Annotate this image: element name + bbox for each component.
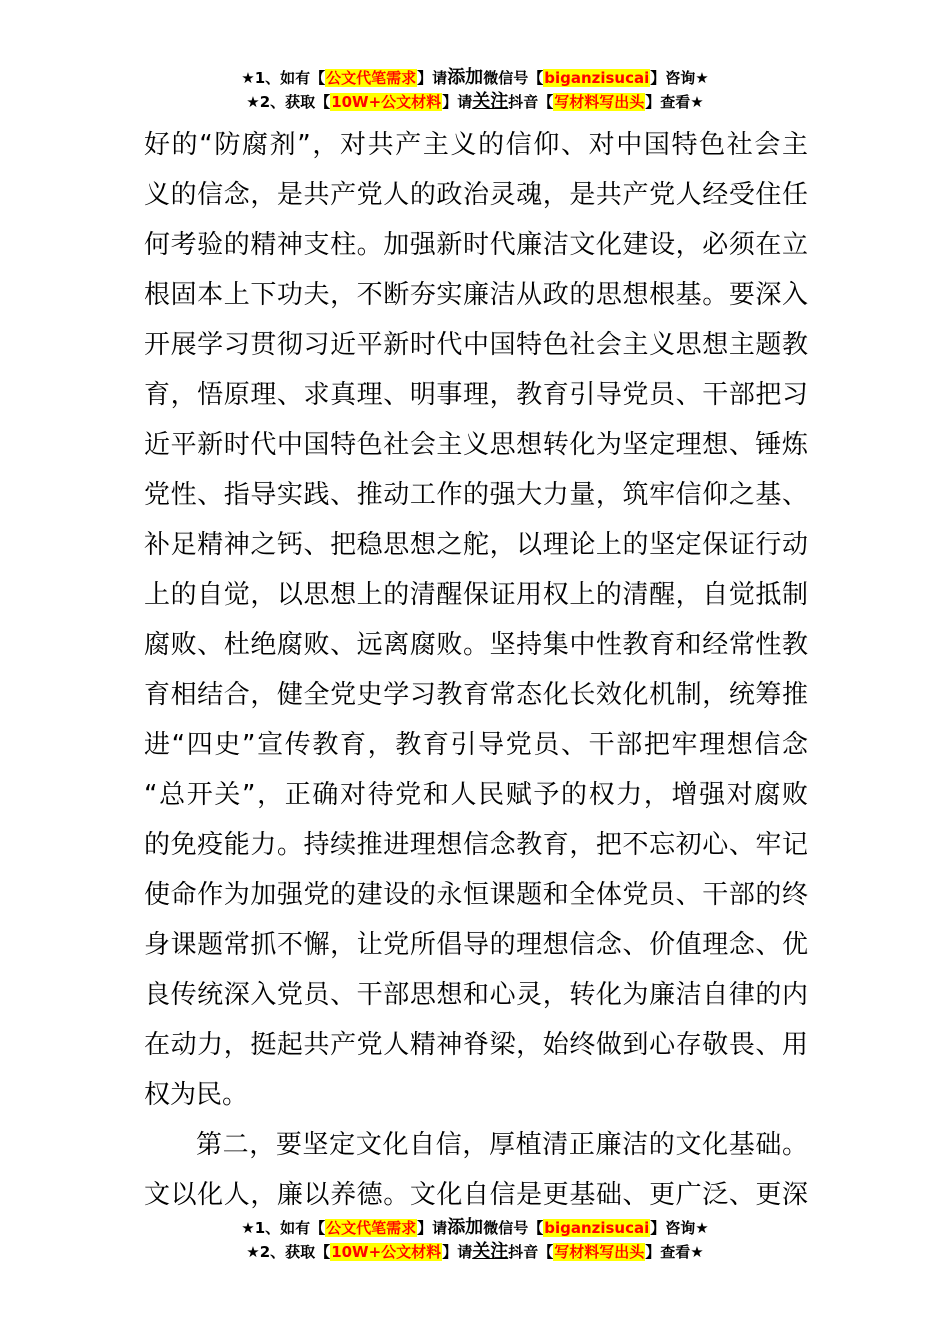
highlight-douyin-account: 写材料写出头	[554, 93, 645, 111]
paragraph-1	[144, 120, 808, 1120]
highlight-materials: 10W+公文材料	[331, 1243, 442, 1261]
highlight-materials: 10W+公文材料	[331, 93, 442, 111]
text-line: 腐败、杜绝腐败、远离腐败。坚持集中性教育和经常性教	[144, 630, 808, 660]
text-line: 根固本上下功夫，不断夯实廉洁从政的思想根基。要深入	[144, 280, 808, 310]
banner-text: 】请	[442, 93, 473, 111]
text-line: 好的“防腐剂”，对共产主义的信仰、对中国特色社会主	[144, 130, 808, 160]
banner-text: ★1、如有【	[241, 69, 326, 87]
text-line: 在动力，挺起共产党人精神脊梁，始终做到心存敬畏、用	[144, 1030, 808, 1060]
paragraph-2	[144, 1120, 808, 1220]
banner-text: 】查看★	[645, 1243, 704, 1261]
banner-text-emphasis: 关注	[472, 91, 509, 112]
text-line: 何考验的精神支柱。加强新时代廉洁文化建设，必须在立	[144, 230, 808, 260]
banner-text-emphasis: 关注	[472, 1241, 509, 1262]
text-line: 良传统深入党员、干部思想和心灵，转化为廉洁自律的内	[144, 980, 808, 1010]
text-line: 育，悟原理、求真理、明事理，教育引导党员、干部把习	[144, 380, 808, 410]
banner-line-1	[0, 1216, 950, 1240]
text-line: 开展学习贯彻习近平新时代中国特色社会主义思想主题教	[144, 330, 808, 360]
banner-text: ★2、获取【	[246, 1243, 331, 1261]
banner-text: 微信号【	[483, 1219, 544, 1237]
banner-text: ★1、如有【	[241, 1219, 326, 1237]
banner-text: 】咨询★	[650, 69, 709, 87]
banner-text: 】请	[417, 69, 448, 87]
highlight-ghostwriting: 公文代笔需求	[326, 1219, 417, 1237]
text-line: 身课题常抓不懈，让党所倡导的理想信念、价值理念、优	[144, 930, 808, 960]
highlight-douyin-account: 写材料写出头	[554, 1243, 645, 1261]
text-line: 育相结合，健全党史学习教育常态化长效化机制，统筹推	[144, 680, 808, 710]
text-line: 上的自觉，以思想上的清醒保证用权上的清醒，自觉抵制	[144, 580, 808, 610]
banner-text: 抖音【	[508, 1243, 554, 1261]
banner-line-2	[0, 90, 950, 114]
text-line: 的免疫能力。持续推进理想信念教育，把不忘初心、牢记	[144, 830, 808, 860]
text-line: 文以化人，廉以养德。文化自信是更基础、更广泛、更深	[144, 1180, 808, 1210]
banner-text-emphasis: 添加	[447, 67, 484, 88]
text-line: 党性、指导实践、推动工作的强大力量，筑牢信仰之基、	[144, 480, 808, 510]
banner-text: 】请	[417, 1219, 448, 1237]
highlight-wechat-id: biganzisucai	[544, 1219, 650, 1237]
banner-line-2	[0, 1240, 950, 1264]
highlight-wechat-id: biganzisucai	[544, 69, 650, 87]
banner-text: ★2、获取【	[246, 93, 331, 111]
banner-text: 微信号【	[483, 69, 544, 87]
banner-text: 】查看★	[645, 93, 704, 111]
text-line: 使命作为加强党的建设的永恒课题和全体党员、干部的终	[144, 880, 808, 910]
document-body	[144, 120, 808, 1220]
text-line: “总开关”，正确对待党和人民赋予的权力，增强对腐败	[144, 780, 808, 810]
header-banner	[0, 66, 950, 114]
text-line: 进“四史”宣传教育，教育引导党员、干部把牢理想信念	[144, 730, 808, 760]
footer-banner	[0, 1216, 950, 1264]
highlight-ghostwriting: 公文代笔需求	[326, 69, 417, 87]
banner-text-emphasis: 添加	[447, 1217, 484, 1238]
text-line: 权为民。	[144, 1080, 249, 1110]
banner-text: 】咨询★	[650, 1219, 709, 1237]
text-line: 第二，要坚定文化自信，厚植清正廉洁的文化基础。	[196, 1130, 808, 1160]
text-line: 近平新时代中国特色社会主义思想转化为坚定理想、锤炼	[144, 430, 808, 460]
banner-text: 】请	[442, 1243, 473, 1261]
banner-text: 抖音【	[508, 93, 554, 111]
banner-line-1	[0, 66, 950, 90]
text-line: 补足精神之钙、把稳思想之舵，以理论上的坚定保证行动	[144, 530, 808, 560]
text-line: 义的信念，是共产党人的政治灵魂，是共产党人经受住任	[144, 180, 808, 210]
